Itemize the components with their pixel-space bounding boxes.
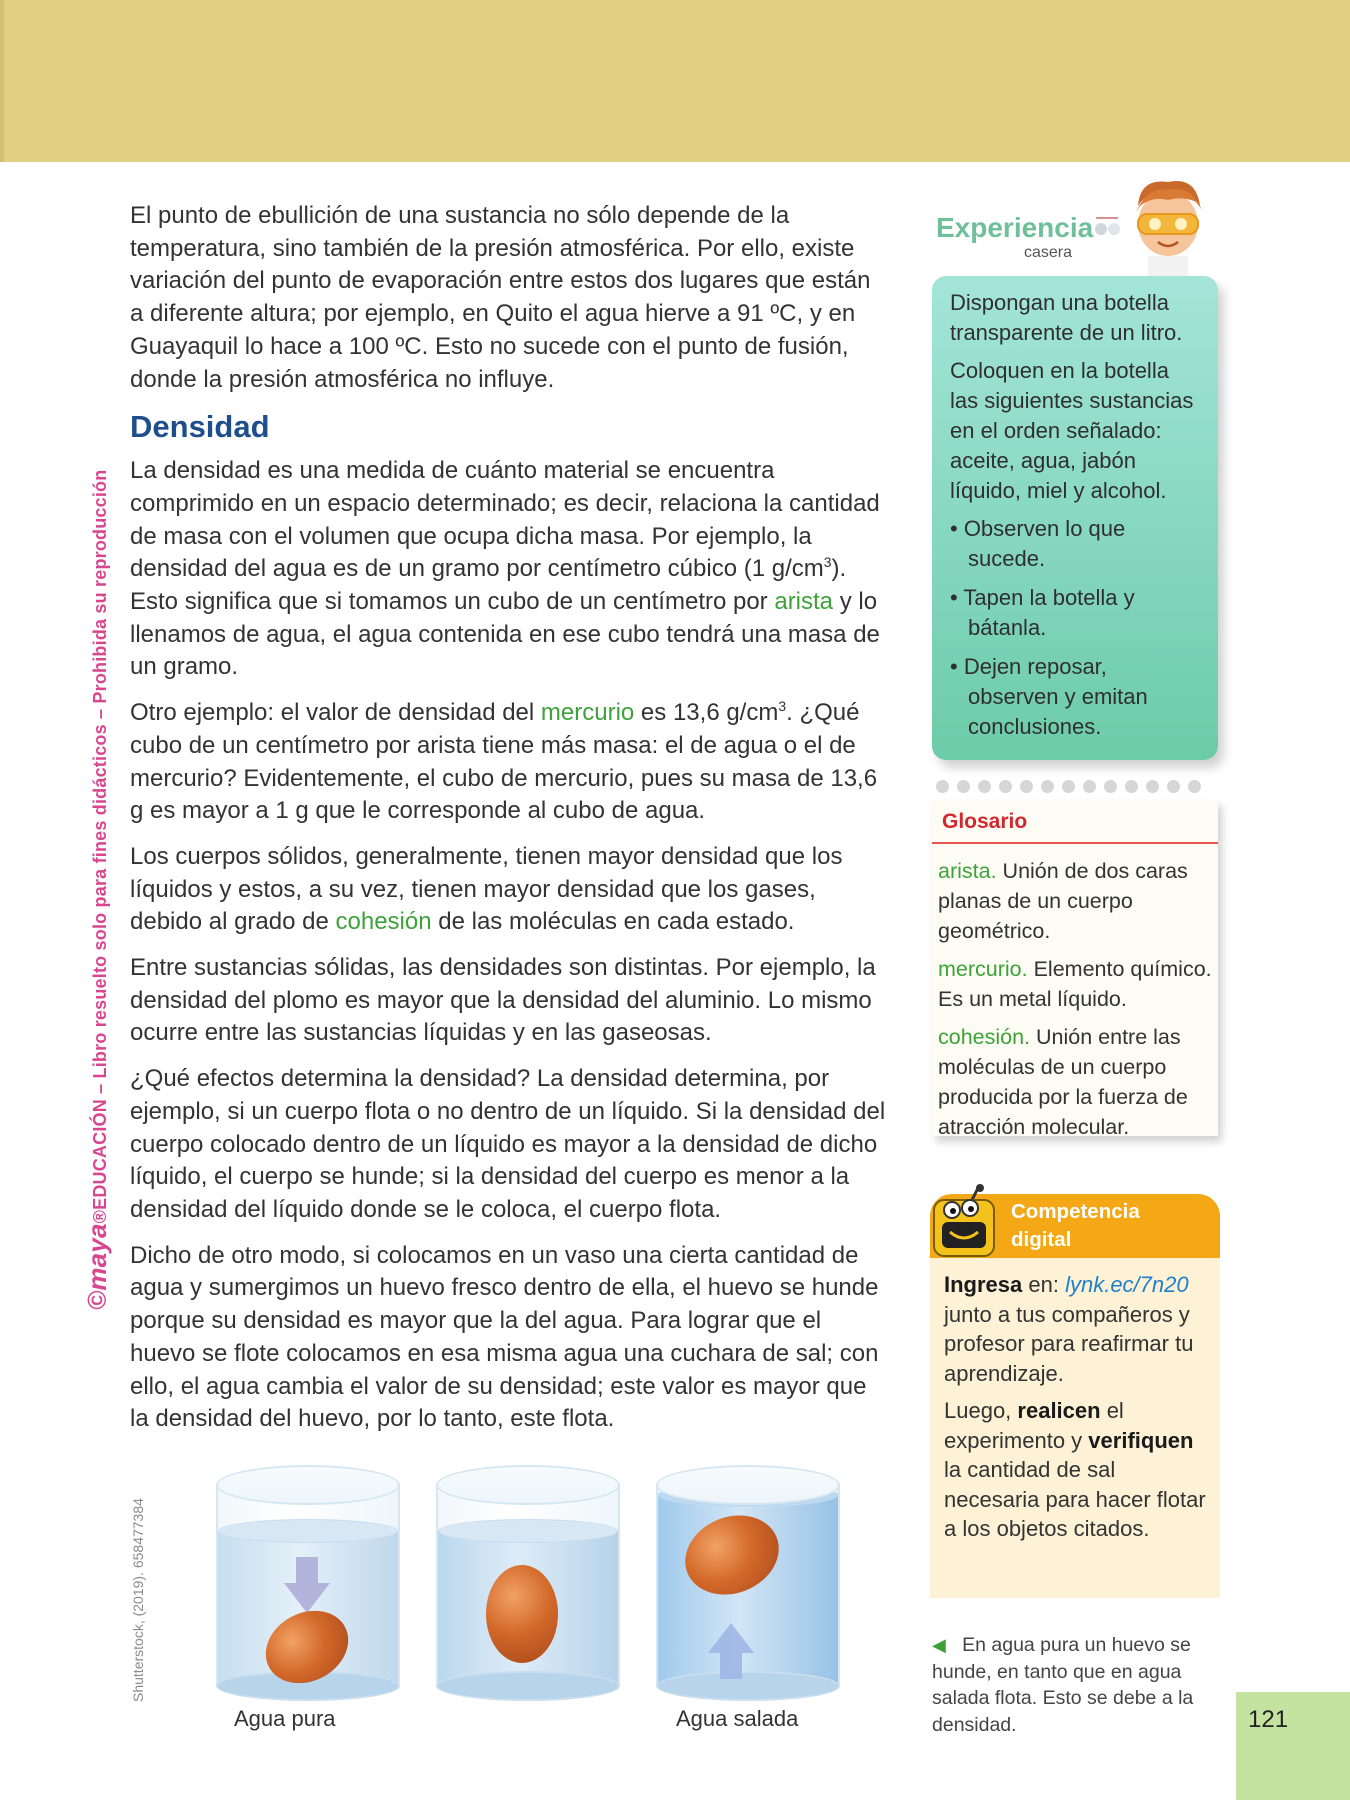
paragraph-states-density xyxy=(130,841,890,939)
main-text-column xyxy=(130,200,890,1449)
glosario-entries xyxy=(938,856,1214,1150)
competencia-paragraph-1 xyxy=(944,1270,1206,1388)
glosario-entry xyxy=(938,1022,1214,1142)
text-run: la cantidad de sal necesaria para hacer flotar a los objetos citados. xyxy=(944,1457,1206,1541)
competencia-body xyxy=(930,1258,1220,1598)
experiencia-bullet: • Observen lo que sucede. xyxy=(950,516,1126,571)
egg-density-illustration xyxy=(200,1465,820,1710)
glosario-entry xyxy=(938,856,1214,946)
text-run: el experimento y xyxy=(944,1398,1124,1453)
text-run: Otro ejemplo: el valor de densidad del xyxy=(130,699,541,727)
text-run: es 13,6 g/cm xyxy=(634,699,779,727)
robot-mascot-icon xyxy=(928,1184,1004,1268)
experiencia-bullet: • Dejen reposar, observen y emitan conclusiones. xyxy=(950,654,1148,739)
glosario-term: mercurio. xyxy=(938,957,1028,981)
label-agua-pura: Agua pura xyxy=(234,1706,336,1731)
section-heading-densidad: Densidad xyxy=(130,409,270,445)
triangle-left-icon: ◀ xyxy=(932,1635,946,1655)
glosario-term: cohesión. xyxy=(938,1025,1031,1049)
glosario-term: arista. xyxy=(938,859,997,883)
glosario-entry xyxy=(938,954,1214,1014)
experiencia-bullet: • Tapen la botella y bátanla. xyxy=(950,585,1135,640)
glosario-definition: Unión entre las moléculas de un cuerpo producida por la fuerza de atracción molecular. xyxy=(938,1025,1188,1139)
paragraph-egg-example: Dicho de otro modo, si colocamos en un vaso una cierta cantidad de agua y sumergimos un huevo fresco dentro de ella, el huevo se hunde porque su densidad es mayor que la del agua. Para lograr que el huevo se flote colocamos en esa misma agua una cuchara de sal; con ello, el agua cambia el valor de su densidad; este valor es mayor que la densidad del huevo, por lo tanto, este flota. xyxy=(130,1241,879,1433)
text-run: . ¿Qué cubo de un centímetro por arista tiene más masa: el de agua o el de mercurio? Evidentemente, el cubo de mercurio, pues su masa de 13,6 g es mayor a 1 g que le corresponde al cubo de agua. xyxy=(130,699,878,825)
glossary-term-arista[interactable]: arista xyxy=(774,588,834,616)
glass-middle xyxy=(436,1465,620,1705)
maya-brand: ©maya xyxy=(82,1223,112,1310)
text-run: en: xyxy=(1022,1272,1066,1297)
realicen-word: realicen xyxy=(1017,1398,1101,1423)
text-run: La densidad es una medida de cuánto material se encuentra comprimido en un espacio determinado; es decir, relaciona la cantidad de masa con el volumen que ocupa dicha masa. Por ejemplo, la densidad del agua es de un gramo por centímetro cúbico (1 g/cm xyxy=(130,457,880,583)
arrow-up-icon xyxy=(708,1623,754,1679)
glossary-term-mercurio[interactable]: mercurio xyxy=(540,699,635,727)
arrow-down-icon xyxy=(284,1557,330,1613)
glosario-title: Glosario xyxy=(942,810,1028,833)
figure-caption xyxy=(932,1632,1212,1738)
egg-suspended xyxy=(486,1565,558,1663)
text-run: y lo llenamos de agua, el agua contenida en ese cubo tendrá una masa de un gramo. xyxy=(130,588,880,681)
glass-pure-water xyxy=(216,1465,400,1705)
glosario-divider xyxy=(932,842,1218,844)
text-run: Luego, xyxy=(944,1398,1018,1423)
glossary-term-cohesion[interactable]: cohesión xyxy=(335,908,432,936)
page-number: 121 xyxy=(1248,1706,1289,1733)
paragraph-mercury-example xyxy=(130,697,890,828)
top-color-band xyxy=(0,0,1350,162)
experiencia-subtitle: casera xyxy=(1024,244,1073,261)
text-run: junto a tus compañeros y profesor para reafirmar tu aprendizaje. xyxy=(944,1301,1194,1386)
image-credit: Shutterstock, (2019). 658477384 xyxy=(130,1498,146,1702)
competencia-paragraph-2 xyxy=(944,1396,1206,1544)
glosario-definition: Unión de dos caras planas de un cuerpo geométrico. xyxy=(938,859,1188,943)
glosario-definition: Elemento químico. Es un metal líquido. xyxy=(938,957,1212,1011)
verifiquen-word: verifiquen xyxy=(1088,1427,1194,1453)
scientist-boy-icon xyxy=(1118,176,1214,282)
text-run: ). Esto significa que si tomamos un cubo de un centímetro por xyxy=(130,555,847,616)
ingresa-word: Ingresa xyxy=(944,1272,1023,1297)
experiencia-box xyxy=(932,276,1218,760)
copyright-notice: ®EDUCACIÓN – Libro resuelto solo para fines didácticos – Prohibida su reproducción xyxy=(90,469,110,1224)
notebook-rings xyxy=(932,780,1218,796)
lynk-link[interactable]: lynk.ec/7n20 xyxy=(1065,1272,1189,1297)
paragraph-solids: Entre sustancias sólidas, las densidades son distintas. Por ejemplo, la densidad del plomo es mayor que la densidad del aluminio. Lo mismo ocurre entre las sustancias líquidas y en las gaseosas. xyxy=(130,954,876,1047)
figure-caption-text: En agua pura un huevo se hunde, en tanto que en agua salada flota. Esto se debe a la densidad. xyxy=(932,1634,1194,1736)
superscript: 3 xyxy=(823,554,832,571)
paragraph-boiling-point: El punto de ebullición de una sustancia no sólo depende de la temperatura, sino también de la presión atmosférica. Por ello, existe variación del punto de evaporación entre estos dos lugares que están a diferente altura; por ejemplo, en Quito el agua hierve a 91 ºC, y en Guayaquil lo hace a 100 ºC. Esto no sucede con el punto de fusión, donde la presión atmosférica no influye. xyxy=(130,202,871,393)
competencia-title: Competencia digital xyxy=(1011,1200,1140,1251)
paragraph-density-definition xyxy=(130,455,890,684)
experiencia-step-2: Coloquen en la botella las siguientes sustancias en el orden señalado: aceite, agua, jabón líquido, miel y alcohol. xyxy=(950,358,1194,503)
text-run: Los cuerpos sólidos, generalmente, tienen mayor densidad que los líquidos y estos, a su vez, tienen mayor densidad que los gases, debido al grado de xyxy=(130,842,843,936)
experiencia-step-1: Dispongan una botella transparente de un litro. xyxy=(950,290,1183,345)
text-run: de las moléculas en cada estado. xyxy=(431,908,795,936)
glass-salt-water xyxy=(656,1465,840,1705)
experiencia-title: Experiencia xyxy=(936,212,1094,243)
copyright-vertical-text xyxy=(82,310,112,1310)
label-agua-salada: Agua salada xyxy=(676,1706,799,1731)
glosario-panel xyxy=(932,780,1218,1150)
paragraph-effects: ¿Qué efectos determina la densidad? La densidad determina, por ejemplo, si un cuerpo flota o no dentro de un líquido. Si la densidad del cuerpo colocado dentro de un líquido es mayor a la densidad de dicho líquido, el cuerpo se hunde; si la densidad del cuerpo es menor a la densidad del líquido donde se le coloca, el cuerpo flota. xyxy=(130,1065,886,1223)
superscript: 3 xyxy=(778,698,787,715)
